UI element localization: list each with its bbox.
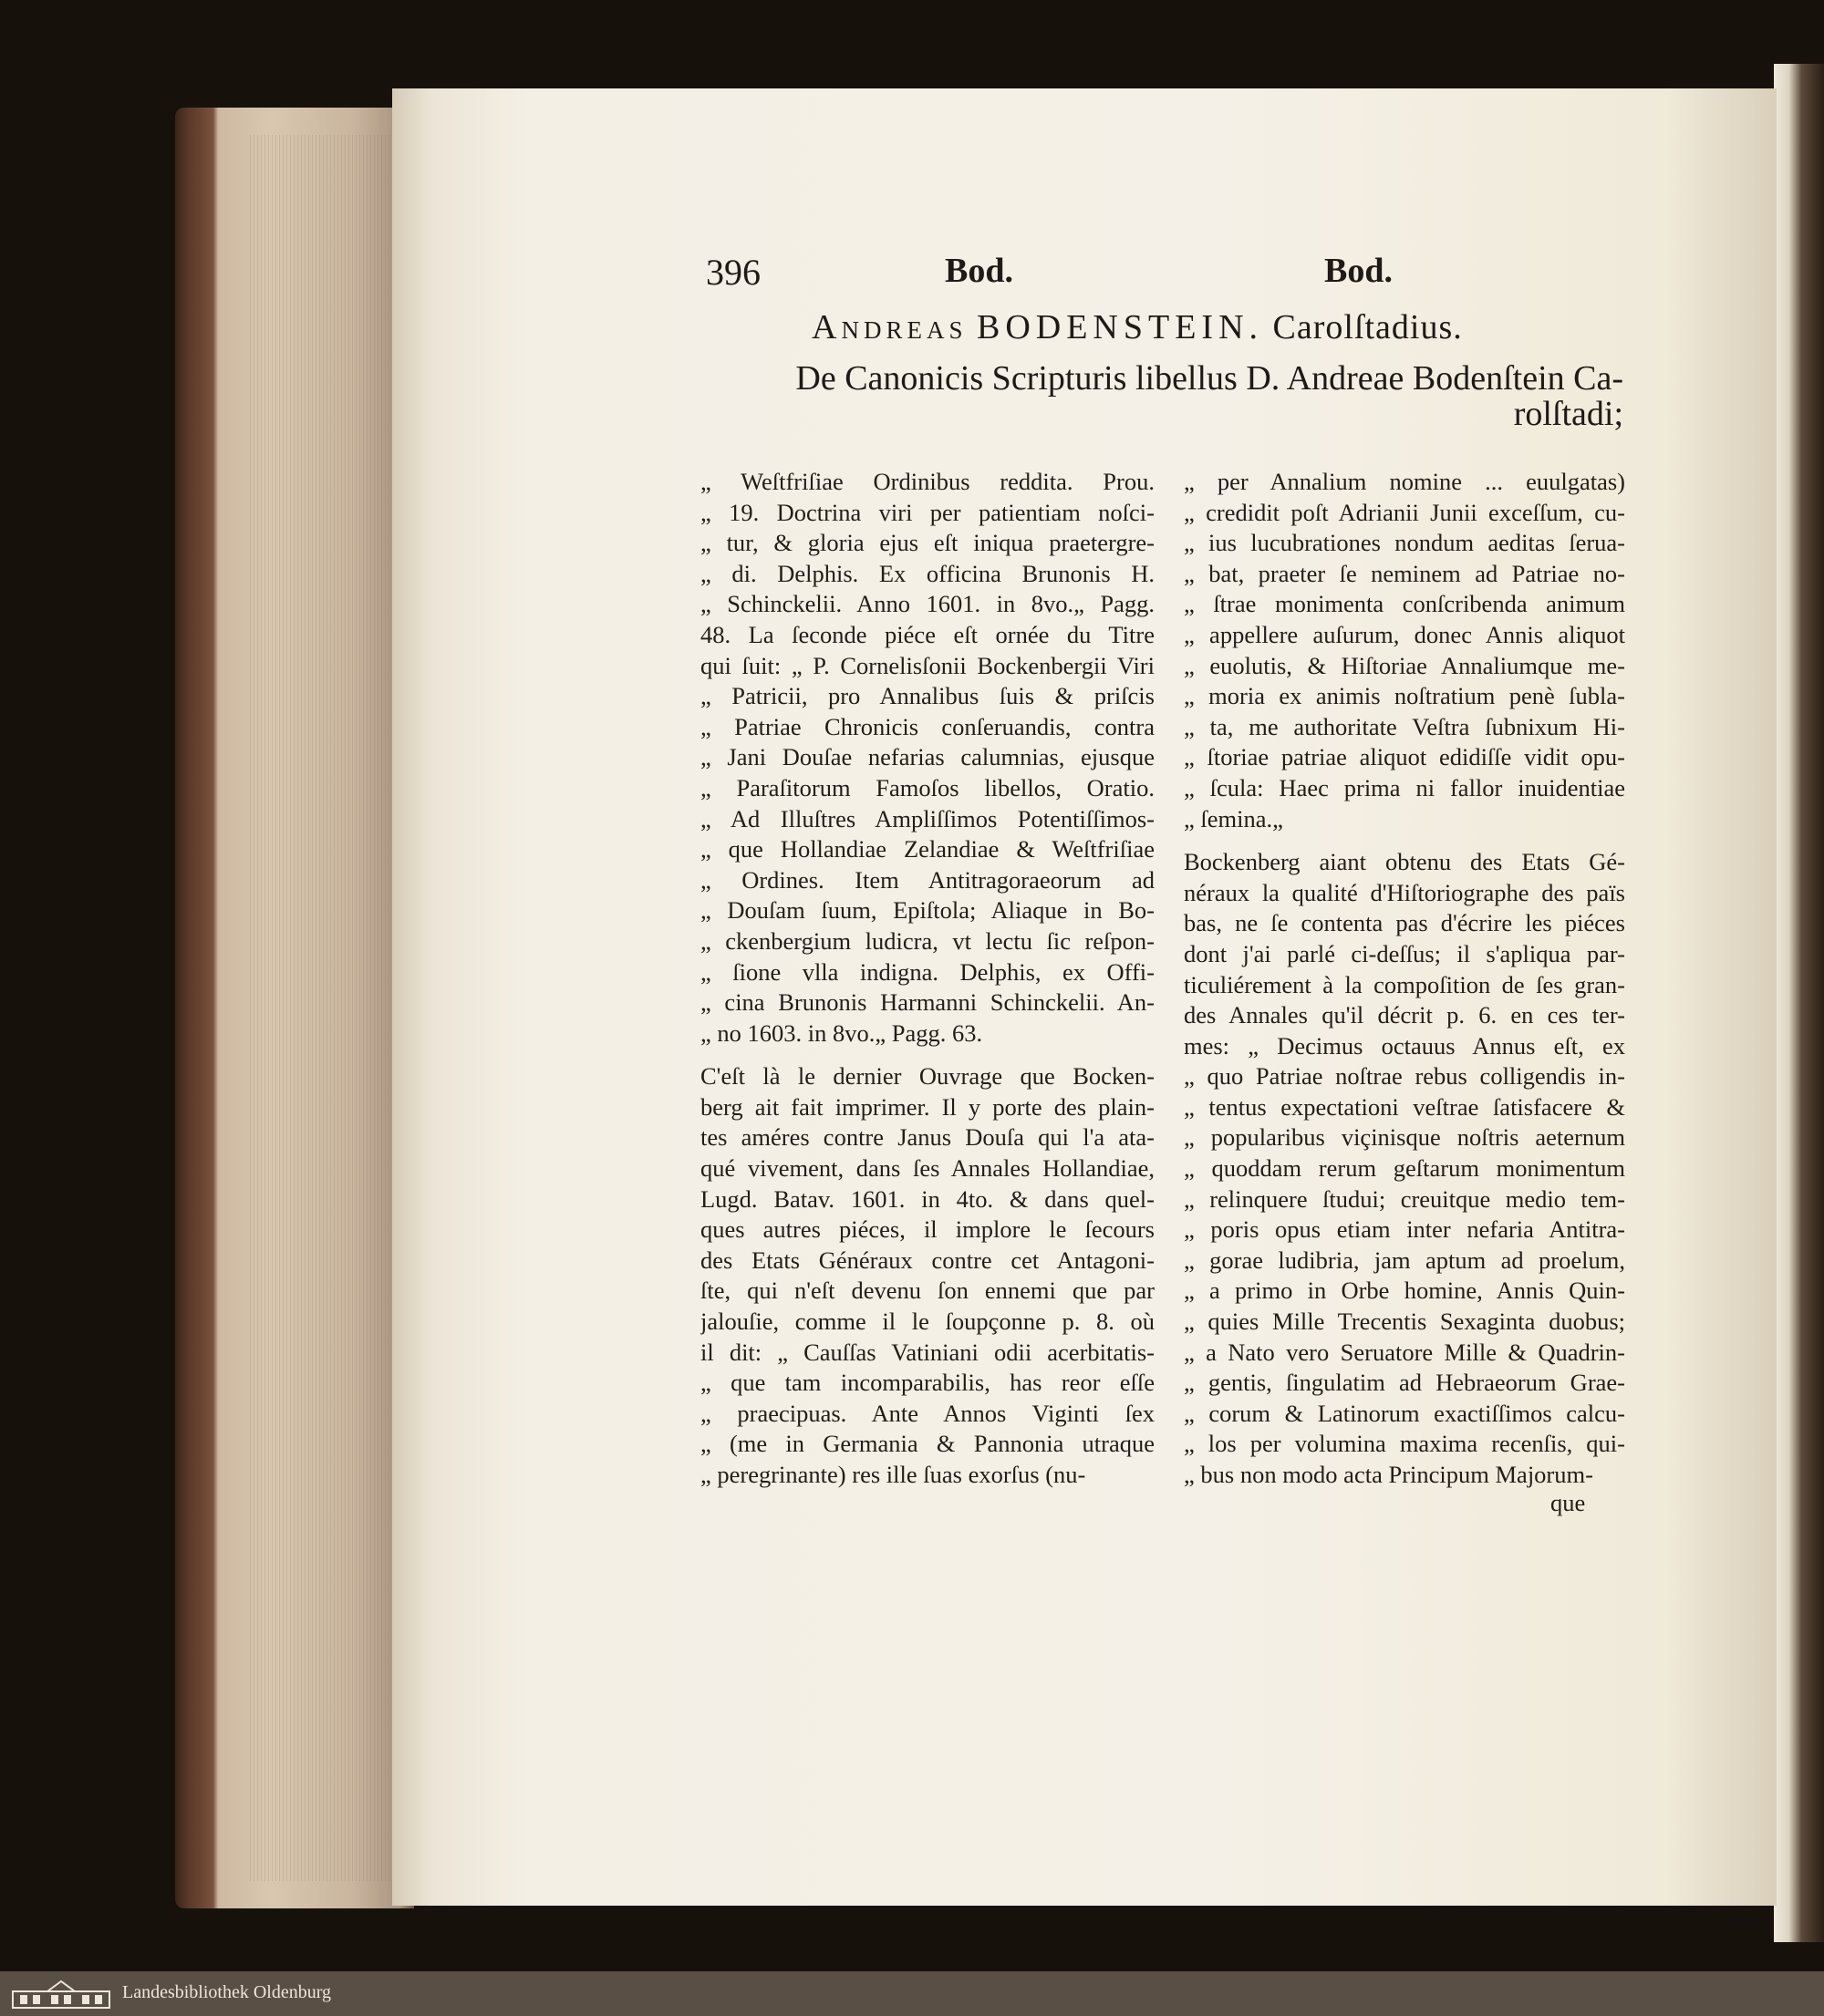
text-line: Lugd. Batav. 1601. in 4to. & dans quel- (700, 1184, 1155, 1213)
text-line: „ relinquere ſtudui; creuitque medio tem- (1184, 1184, 1625, 1213)
text-line: berg ait fait imprimer. Il y porte des plain- (700, 1092, 1155, 1121)
text-line: „ Paraſitorum Famoſos libellos, Oratio. (700, 773, 1155, 801)
text-line: „ quo Patriae noſtrae rebus colligendis in- (1184, 1062, 1625, 1091)
text-line: tes améres contre Janus Douſa qui l'a ata- (700, 1123, 1155, 1152)
title-surname: BODENSTEIN. (976, 308, 1264, 346)
title-rest: Carolſtadius. (1272, 308, 1463, 346)
text-line: „ Schinckelii. Anno 1601. in 8vo.„ Pagg. (700, 590, 1155, 618)
text-line: „ quoddam rerum geſtarum monimentum (1184, 1154, 1625, 1183)
book-right-edge (1774, 64, 1824, 1942)
text-line: qué vivement, dans ſes Annales Hollandiae, (700, 1154, 1155, 1183)
text-line: „ peregrinante) res ille ſuas exorſus (nu- (700, 1461, 1086, 1488)
text-line: ticuliérement à la compoſition de ſes gran- (1184, 970, 1625, 998)
text-line: „ Ad Illuſtres Ampliſſimos Potentiſſimos- (700, 804, 1155, 832)
text-line: „ ſtrae monimenta conſcribenda animum (1184, 590, 1625, 618)
text-line: „ tur, & gloria ejus eſt iniqua praetergre- (700, 529, 1155, 557)
text-line: „ per Annalium nomine ... euulgatas) (1184, 468, 1625, 495)
text-line: ques autres piéces, il implore le ſecours (700, 1215, 1155, 1244)
text-line: qui ſuit: „ P. Cornelisſonii Bockenbergii Viri (700, 651, 1155, 679)
text-line: „ ſtoriae patriae aliquot edidiſſe vidit opu- (1184, 743, 1625, 771)
text-line: „ gentis, ſingulatim ad Hebraeorum Grae- (1184, 1369, 1625, 1397)
text-line: „ Weſtfriſiae Ordinibus reddita. Prou. (700, 468, 1155, 495)
text-line: „ ſione vlla indigna. Delphis, ex Offi- (700, 957, 1155, 986)
library-building-icon (11, 1979, 111, 2010)
footer-bar (0, 1971, 1824, 2016)
title-first-name: Andreas (812, 308, 968, 346)
text-line: „ que tam incomparabilis, has reor eſſe (700, 1369, 1155, 1397)
text-line: „ ta, me authoritate Veſtra ſubnixum Hi- (1184, 712, 1625, 740)
text-line: Bockenberg aiant obtenu des Etats Gé- (1184, 848, 1625, 876)
text-line: „ gorae ludibria, jam aptum ad proelum, (1184, 1246, 1625, 1274)
text-line: il dit: „ Cauſſas Vatiniani odii acerbitatis- (700, 1338, 1155, 1366)
left-text-column (700, 467, 1155, 1491)
text-line: „ no 1603. in 8vo.„ Pagg. 63. (700, 1018, 983, 1047)
running-head-left: Bod. (945, 252, 1013, 290)
text-line: „ tentus expectationi veſtrae ſatisfacere & (1184, 1092, 1625, 1121)
paragraph-gap (700, 1049, 1155, 1061)
subtitle-line-2: rolſtadi; (1513, 395, 1623, 433)
catchword: que (1550, 1489, 1586, 1516)
text-line: jalouſie, comme il le ſoupçonne p. 8. où (700, 1308, 1155, 1336)
text-line: mes: „ Decimus octauus Annus eſt, ex (1184, 1031, 1625, 1060)
paragraph-gap (1184, 834, 1625, 847)
text-line: „ 19. Doctrina viri per patientiam noſci- (700, 498, 1155, 526)
text-line: „ euolutis, & Hiſtoriae Annaliumque me- (1184, 651, 1625, 679)
text-line: „ ſemina.„ (1184, 804, 1283, 832)
text-line: „ a primo in Orbe homine, Annis Quin- (1184, 1277, 1625, 1305)
entry-title (812, 307, 1541, 347)
text-line: „ Douſam ſuum, Epiſtola; Aliaque in Bo- (700, 896, 1155, 925)
text-line: des Etats Généraux contre cet Antagoni- (700, 1246, 1155, 1274)
text-line: „ poris opus etiam inter nefaria Antitra- (1184, 1215, 1625, 1244)
text-line: „ corum & Latinorum exactiſſimos calcu- (1184, 1399, 1625, 1427)
text-line: ſte, qui n'eſt devenu ſon ennemi que par (700, 1277, 1155, 1305)
text-line: „ ius lucubrationes nondum aeditas ſerua- (1184, 529, 1625, 557)
text-line: néraux la qualité d'Hiſtoriographe des païs (1184, 878, 1625, 906)
right-text-column (1184, 467, 1625, 1491)
text-line: „ Jani Douſae nefarias calumnias, ejusque (700, 743, 1155, 771)
text-line: „ cina Brunonis Harmanni Schinckelii. An- (700, 988, 1155, 1017)
text-line: 48. La ſeconde piéce eſt ornée du Titre (700, 620, 1155, 648)
text-line: „ los per volumina maxima recenſis, qui- (1184, 1430, 1625, 1458)
text-line: „ Patricii, pro Annalibus ſuis & priſcis (700, 682, 1155, 710)
text-line: „ credidit poſt Adrianii Junii exceſſum, cu- (1184, 498, 1625, 526)
running-head-right: Bod. (1324, 252, 1393, 290)
text-line: dont j'ai parlé ci-deſſus; il s'apliqua par- (1184, 939, 1625, 967)
text-line: „ popularibus viçinisque noſtris aeternum (1184, 1123, 1625, 1152)
text-line: „ ckenbergium ludicra, vt lectu ſic reſpon- (700, 926, 1155, 955)
text-line: „ quies Mille Trecentis Sexaginta duobus; (1184, 1308, 1625, 1336)
text-line: „ ſcula: Haec prima ni fallor inuidentiae (1184, 773, 1625, 801)
text-line: „ Ordines. Item Antitragoraeorum ad (700, 865, 1155, 894)
text-line: „ appellere auſurum, donec Annis aliquot (1184, 620, 1625, 648)
text-line: „ moria ex animis noſtratium penè ſubla- (1184, 682, 1625, 710)
text-line: „ (me in Germania & Pannonia utraque (700, 1430, 1155, 1458)
text-line: „ bus non modo acta Principum Majorum- (1184, 1461, 1593, 1488)
text-line: „ praecipuas. Ante Annos Viginti ſex (700, 1399, 1155, 1427)
text-line: „ a Nato vero Seruatore Mille & Quadrin- (1184, 1338, 1625, 1366)
text-line: „ di. Delphis. Ex officina Brunonis H. (700, 559, 1155, 587)
text-line: des Annales qu'il décrit p. 6. en ces ter- (1184, 1001, 1625, 1029)
text-line: „ que Hollandiae Zelandiae & Weſtfriſiae (700, 835, 1155, 863)
text-line: „ Patriae Chronicis conſeruandis, contra (700, 712, 1155, 740)
footer-text: Landesbibliothek Oldenburg (122, 1982, 332, 2002)
text-line: bas, ne ſe contenta pas d'écrire les piéces (1184, 909, 1625, 937)
text-line: C'eſt là le dernier Ouvrage que Bocken- (700, 1062, 1155, 1091)
subtitle-line-1: De Canonicis Scripturis libellus D. Andreae Bodenſtein Ca- (795, 359, 1623, 398)
page-number: 396 (706, 252, 761, 293)
text-line: „ bat, praeter ſe neminem ad Patriae no- (1184, 559, 1625, 587)
book-left-edge (175, 108, 414, 1908)
